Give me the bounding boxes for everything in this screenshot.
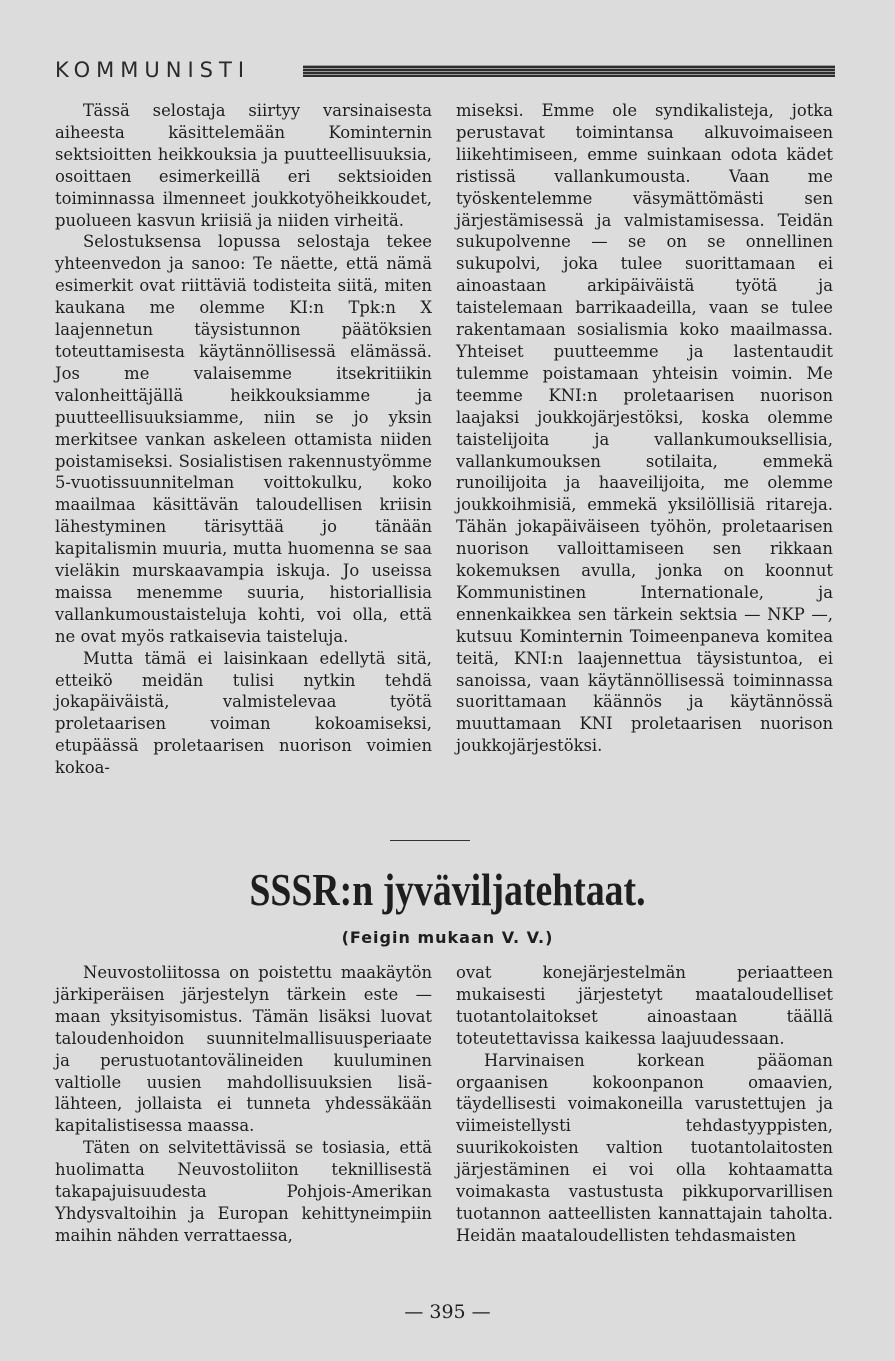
paragraph: Selostuksensa lopussa selostaja tekee yhteenvedon ja sanoo: Te näette, että nämä esimerkit ovat riittäviä todisteita siitä, miten kaukana me olemme KI:n Tpk:n X laajennetun täysistunnon päätöksien toteuttamisesta käytännöllisessä elämässä. Jos me valaisemme itsekritiikin valonheittäjällä heikkouksiamme ja puutteellisuuksiamme, niin se jo yksin merkitsee vankan askeleen ottamista niiden poistamiseksi. Sosialistisen rakennustyömme 5-vuotissuunnitelman voittokulku, koko maailmaa käsittävän taloudellisen kriisin lähestyminen tärisyttää jo tänään kapitalismin muuria, mutta huomenna se saa vieläkin murskaavampia iskuja. Jo useissa maissa menemme suuria, historiallisia vallankumoustaisteluja kohti, voi olla, että ne ovat myös ratkaisevia taisteluja.	[55, 232, 432, 646]
header-rule	[303, 65, 835, 77]
first-article-right-column	[456, 100, 833, 757]
paragraph: Neuvostoliitossa on poistettu maakäytön järkiperäisen järjestelyn tärkein este — maan yksityisomistus. Tämän lisäksi luovat taloudenhoidon suunnitelmallisuusperiaate ja perustuotantovälineiden kuuluminen valtiolle uusien mahdollisuuksien lisä-lähteen, jollaista ei tunneta yhdessäkään kapitalistisessa maassa.	[55, 963, 432, 1136]
page-number: — 395 —	[404, 1301, 491, 1323]
paragraph: miseksi. Emme ole syndikalisteja, jotka perustavat toimintansa alkuvoimaiseen liikehtimiseen, emme suinkaan odota kädet ristissä vallankumousta. Vaan me työskentelemme väsymättömästi sen järjestämisessä ja valmistamisessa. Teidän sukupolvenne — se on se onnellinen sukupolvi, joka tulee suorittamaan ei ainoastaan arkipäiväistä työtä ja taistelemaan barrikaadeilla, vaan se tulee rakentamaan sosialismia koko maailmassa. Yhteiset puutteemme ja lastentaudit tulemme poistamaan yhteisin voimin. Me teemme KNI:n proletaarisen nuorison laajaksi joukkojärjestöksi, koska olemme taistelijoita ja vallankumouksellisia, vallankumouksen sotilaita, emmekä runoilijoita ja haaveilijoita, me olemme joukkoihmisiä, emmekä yksilöllisiä ritareja. Tähän jokapäiväiseen työhön, proletaarisen nuorison valloittamiseen sen rikkaan kokemuksen avulla, jonka on koonnut Kommunistinen Internationale, ja ennenkaikkea sen tärkein sektsia — NKP —, kutsuu Kominternin Toimeenpaneva komitea teitä, KNI:n laajennettua täysistuntoa, ei sanoissa, vaan käytännöllisessä toiminnassa suorittamaan käännös ja käytännössä muuttamaan KNI proletaarisen nuorison joukkojärjestöksi.	[456, 101, 833, 756]
paragraph: Tässä selostaja siirtyy varsinaisesta aiheesta käsittelemään Kominternin sektsioitten heikkouksia ja puutteellisuuksia, osoittaen esimerkeillä eri sektsioiden toiminnassa ilmenneet joukkotyöheikkoudet, puolueen kasvun kriisiä ja niiden virheitä.	[55, 101, 432, 230]
article-byline: (Feigin mukaan V. V.)	[341, 928, 554, 947]
second-article-left-column	[55, 962, 432, 1247]
article-title: SSSR:n jyväviljatehtaat.	[249, 864, 646, 915]
paragraph: Mutta tämä ei laisinkaan edellytä sitä, etteikö meidän tulisi nytkin tehdä jokapäiväistä, valmistelevaa työtä proletaarisen voiman kokoamiseksi, etupäässä proletaarisen nuorison voimien kokoa-	[55, 648, 432, 778]
paragraph: ovat konejärjestelmän periaatteen mukaisesti järjestetyt maataloudelliset tuotantolaitokset ainoastaan täällä toteutettavissa kaikessa laajuudessaan.	[456, 963, 833, 1048]
second-article-right-column	[456, 962, 833, 1247]
first-article-left-column	[55, 100, 432, 779]
running-title: KOMMUNISTI	[55, 58, 251, 82]
paragraph: Harvinaisen korkean pääoman orgaanisen kokoonpanon omaavien, täydellisesti voimakoneilla varustettujen ja viimeistellysti tehdastyyppisten, suurikokoisten valtion tuotantolaitosten järjestäminen ei voi olla kohtaamatta voimakasta vastustusta pikkuporvarillisen tuotannon aatteellisten kannattajain taholta. Heidän maataloudellisten tehdasmaisten	[456, 1050, 833, 1245]
article-separator	[390, 840, 470, 841]
running-head	[55, 55, 835, 85]
paragraph: Täten on selvitettävissä se tosiasia, että huolimatta Neuvostoliiton teknillisestä takapajuisuudesta Pohjois-Amerikan Yhdysvaltoihin ja Europan kehittyneimpiin maihin nähden verrattaessa,	[55, 1138, 432, 1245]
